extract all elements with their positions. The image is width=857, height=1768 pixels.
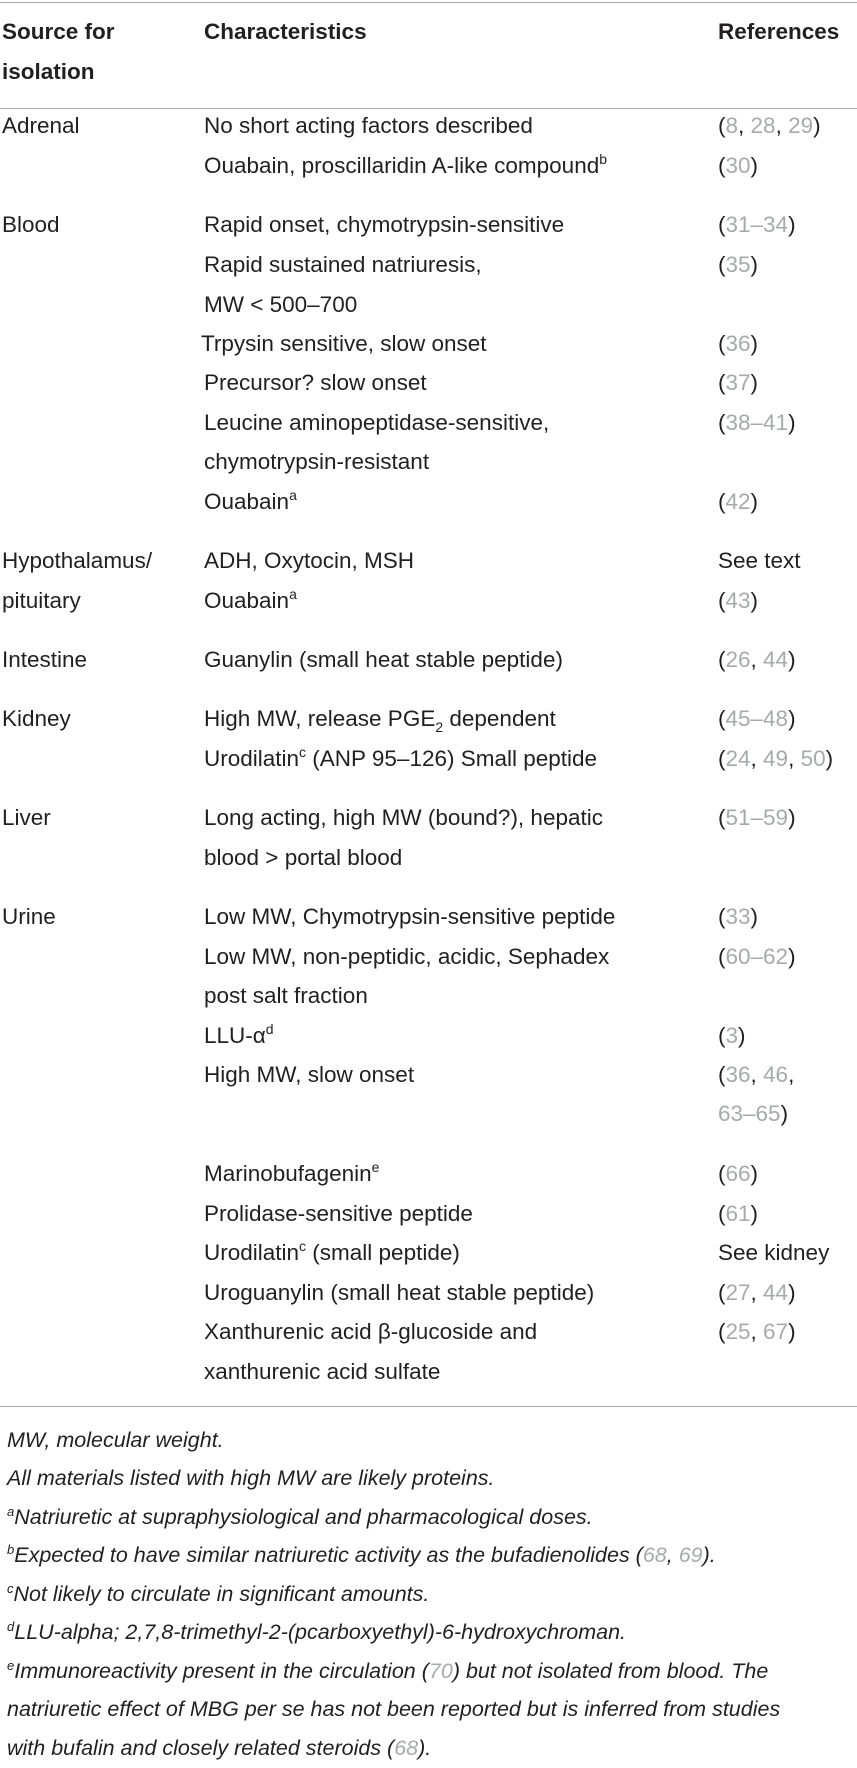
characteristic: Guanylin (small heat stable peptide)	[204, 647, 563, 672]
ref-link[interactable]: 70	[428, 1659, 453, 1683]
sep: ,	[775, 113, 789, 138]
characteristic: Urodilatin$^c$ (small peptide)	[204, 1238, 460, 1265]
characteristic: Rapid sustained natriuresis,	[204, 252, 482, 277]
characteristic: Trpysin sensitive, slow onset	[201, 331, 487, 356]
reference: (27, 44)	[718, 1280, 796, 1305]
characteristic: xanthurenic acid sulfate	[204, 1359, 441, 1384]
reference: (24, 49, 50)	[718, 746, 834, 771]
source-adrenal: Adrenal	[2, 113, 80, 138]
source-hypothalamus: Hypothalamus/	[2, 548, 153, 573]
ref-link[interactable]: 25	[725, 1319, 751, 1344]
ref-link[interactable]: 44	[763, 1280, 789, 1305]
footnote-mw: MW, molecular weight.	[7, 1428, 224, 1452]
source-urine: Urine	[2, 904, 56, 929]
paren: )	[813, 113, 821, 138]
ref-link[interactable]: 28	[750, 113, 776, 138]
ref-link[interactable]: 27	[725, 1280, 751, 1305]
characteristic: Leucine aminopeptidase-sensitive,	[204, 410, 550, 435]
ref-link[interactable]: 30	[725, 153, 751, 178]
reference: (51–59)	[718, 805, 796, 830]
characteristic: Marinobufagenin$^e$	[204, 1159, 380, 1186]
table-top-rule	[0, 2, 857, 3]
ref-link[interactable]: 50	[800, 746, 826, 771]
characteristic: Ouabain$^a$	[204, 586, 297, 613]
ref-link[interactable]: 29	[788, 113, 814, 138]
paren: (	[718, 113, 726, 138]
footnote-a: $^a$Natriuretic at supraphysiological and pharmacological doses.	[7, 1504, 593, 1529]
ref-link[interactable]: 69	[678, 1543, 703, 1567]
characteristic: High MW, release $PGE_2$ dependent	[204, 706, 556, 735]
ref-link[interactable]: 46	[763, 1062, 789, 1087]
sep: ,	[738, 113, 751, 138]
reference: (36)	[718, 331, 759, 356]
reference: (61)	[718, 1201, 759, 1226]
footnote-d: $^d$LLU-alpha; 2,7,8-trimethyl-2-(pcarboxyethyl)-6-hydroxychroman.	[7, 1619, 627, 1644]
reference: (38–41)	[718, 410, 796, 435]
characteristic: Ouabain, proscillaridin A-like compound$^b$	[204, 151, 608, 178]
reference	[718, 106, 821, 146]
characteristic: Rapid onset, chymotrypsin-sensitive	[204, 212, 565, 237]
header-characteristics: Characteristics	[204, 19, 367, 44]
ref-link[interactable]: 63–65	[718, 1101, 781, 1126]
reference: See text	[718, 548, 801, 573]
characteristic: Low MW, non-peptidic, acidic, Sephadex	[204, 944, 610, 969]
source-intestine: Intestine	[2, 647, 88, 672]
reference: See kidney	[718, 1240, 830, 1265]
ref-link[interactable]: 67	[763, 1319, 789, 1344]
footnote-e: $^e$Immunoreactivity present in the circulation (70) but not isolated from blood. The	[7, 1658, 769, 1683]
source-liver: Liver	[2, 805, 51, 830]
characteristic: High MW, slow onset	[204, 1062, 415, 1087]
reference: (33)	[718, 904, 759, 929]
ref-link[interactable]: 24	[725, 746, 751, 771]
ref-link[interactable]: 3	[725, 1023, 739, 1048]
reference: (25, 67)	[718, 1319, 796, 1344]
characteristic: Xanthurenic acid β-glucoside and	[204, 1319, 538, 1344]
ref-link[interactable]: 33	[725, 904, 751, 929]
reference: (26, 44)	[718, 647, 796, 672]
footer-rule	[0, 1406, 857, 1407]
reference: (37)	[718, 370, 759, 395]
footnote-e-cont: natriuretic effect of MBG per se has not been reported but is inferred from studies	[7, 1697, 781, 1721]
characteristic: MW < 500–700	[204, 292, 358, 317]
characteristic: Long acting, high MW (bound?), hepatic	[204, 805, 603, 830]
ref-link[interactable]: 51–59	[725, 805, 789, 830]
ref-link[interactable]: 36	[725, 1062, 751, 1087]
ref-link[interactable]: 35	[725, 252, 751, 277]
reference: (30)	[718, 153, 759, 178]
ref-link[interactable]: 36	[725, 331, 751, 356]
reference: (43)	[718, 588, 759, 613]
reference: (42)	[718, 489, 759, 514]
ref-link[interactable]: 26	[725, 647, 751, 672]
characteristic: LLU-$\alpha^d$	[204, 1021, 274, 1048]
ref-link[interactable]: 8	[725, 113, 739, 138]
ref-link[interactable]: 37	[725, 370, 751, 395]
characteristic: Uroguanylin (small heat stable peptide)	[204, 1280, 595, 1305]
header-source: Source for isolation	[2, 19, 115, 84]
footnote-c: $^c$Not likely to circulate in significant amounts.	[7, 1581, 430, 1606]
ref-link[interactable]: 31–34	[725, 212, 789, 237]
ref-link[interactable]: 45–48	[725, 706, 789, 731]
header-references: References	[718, 19, 840, 44]
reference: (66)	[718, 1161, 759, 1186]
source-blood: Blood	[2, 212, 60, 237]
reference: (31–34)	[718, 212, 796, 237]
characteristic: chymotrypsin-resistant	[204, 449, 430, 474]
ref-link[interactable]: 68	[642, 1543, 667, 1567]
reference: (36, 46,	[718, 1062, 795, 1087]
ref-link[interactable]: 38–41	[725, 410, 789, 435]
ref-link[interactable]: 60–62	[725, 944, 789, 969]
source-pituitary: pituitary	[2, 588, 81, 613]
characteristic: post salt fraction	[204, 983, 368, 1008]
characteristic: Low MW, Chymotrypsin-sensitive peptide	[204, 904, 616, 929]
characteristic: ADH, Oxytocin, MSH	[204, 548, 415, 573]
ref-link[interactable]: 43	[725, 588, 751, 613]
footnote-b: $^b$Expected to have similar natriuretic activity as the bufadienolides (68, 69).	[7, 1542, 716, 1567]
reference: (35)	[718, 252, 759, 277]
source-kidney: Kidney	[2, 706, 71, 731]
ref-link[interactable]: 68	[394, 1736, 419, 1760]
reference: (45–48)	[718, 706, 796, 731]
footnote-e-cont: with bufalin and closely related steroids (68).	[7, 1736, 432, 1760]
reference: (3)	[718, 1023, 746, 1048]
characteristic: Urodilatin$^c$ (ANP 95–126) Small peptide	[204, 744, 598, 771]
characteristic: blood > portal blood	[204, 845, 403, 870]
footnote-materials: All materials listed with high MW are likely proteins.	[7, 1466, 495, 1490]
characteristic: Ouabain$^a$	[204, 487, 297, 514]
characteristic: No short acting factors described	[204, 113, 533, 138]
reference: (60–62)	[718, 944, 796, 969]
ref-link[interactable]: 44	[763, 647, 789, 672]
reference: 63–65)	[718, 1101, 789, 1126]
ref-link[interactable]: 49	[763, 746, 789, 771]
characteristic: Prolidase-sensitive peptide	[204, 1201, 473, 1226]
ref-link[interactable]: 66	[725, 1161, 751, 1186]
ref-link[interactable]: 42	[725, 489, 751, 514]
ref-link[interactable]: 61	[725, 1201, 751, 1226]
characteristic: Precursor? slow onset	[204, 370, 427, 395]
